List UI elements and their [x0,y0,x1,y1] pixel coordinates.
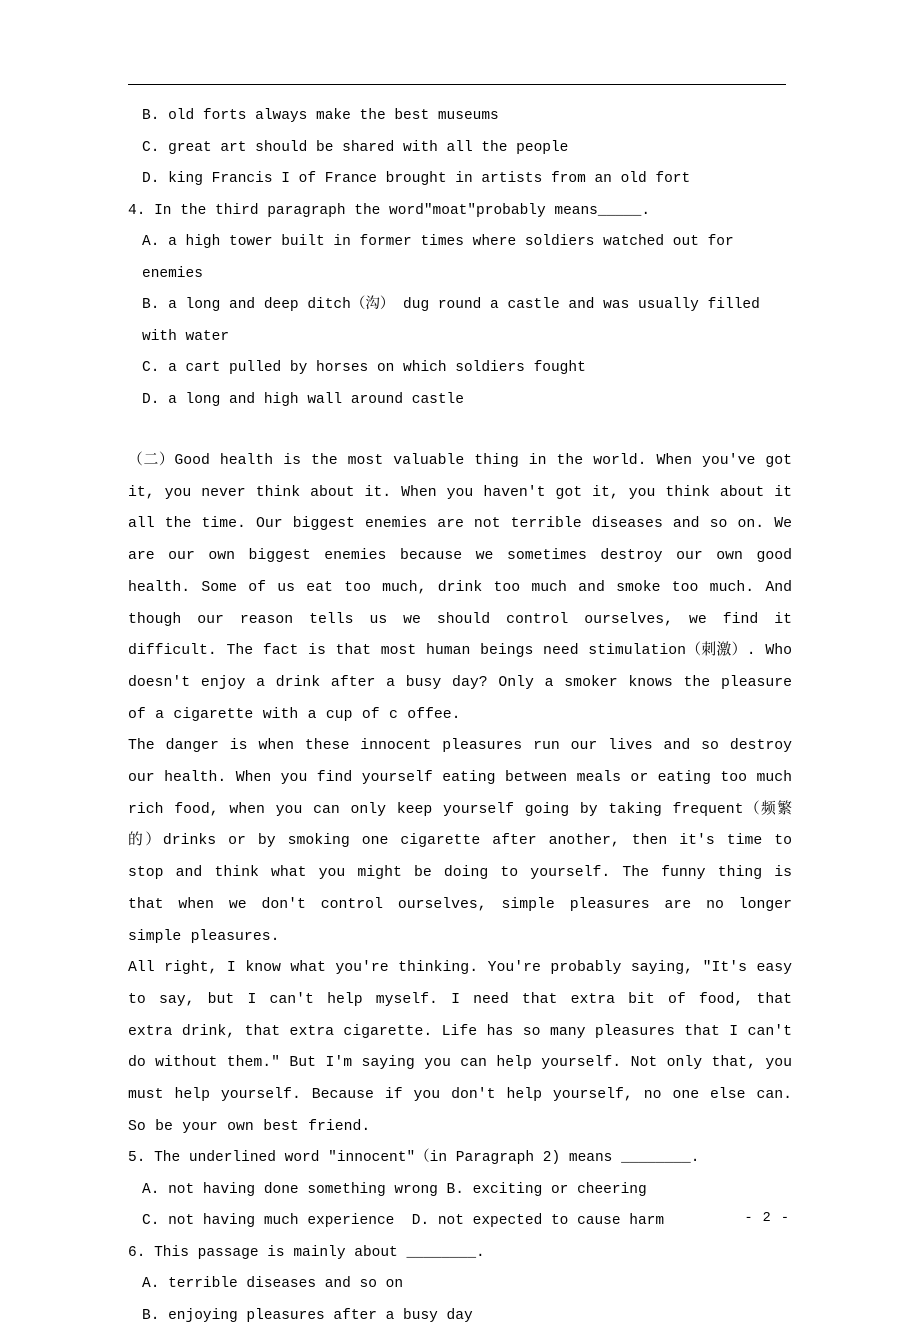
option-item: D. a long and high wall around castle [142,391,464,408]
option-item: C. great art should be shared with all the people [142,139,569,156]
question4-stem: 4. In the third paragraph the word"moat"probably means_____. [128,202,651,219]
option-item: B. a long and deep ditch（沟） dug round a castle and was usually filled with water [142,297,769,345]
passage-paragraph: The danger is when these innocent pleasures run our lives and so destroy our health. When you find yourself eating between meals or eating too much rich food, when you can only keep yourself going by taking frequent（频繁的）drinks or by smoking one cigarette after another, then it's time to stop and think what you might be doing to yourself. The funny thing is that when we don't control ourselves, simple pleasures are no longer simple pleasures. [128,738,802,945]
page-content [128,84,802,1332]
question4 [128,196,792,417]
header-rule [128,84,786,85]
question3-options [128,101,792,196]
passage-paragraph: （二）Good health is the most valuable thing in the world. When you've got it, you never think about it. When you haven't got it, you think about it all the time. Our biggest enemies are not terrible diseases and so on. We are our own biggest enemies because we sometimes destroy our own good health. Some of us eat too much, drink too much and smoke too much. And though our reason tells us we should control ourselves, we find it difficult. The fact is that most human beings need stimulation（刺激）. Who doesn't enjoy a drink after a busy day? Only a smoker knows the pleasure of a cigarette with a cup of c offee. [128,453,802,723]
question6-stem: 6. This passage is mainly about ________. [128,1244,485,1261]
option-item: B. enjoying pleasures after a busy day [142,1307,473,1324]
question5-stem: 5. The underlined word "innocent"（in Paragraph 2) means ________. [128,1150,700,1167]
passage-paragraph: All right, I know what you're thinking. You're probably saying, "It's easy to say, but I can't help myself. I need that extra bit of food, that extra drink, that extra cigarette. Life has so many pleasures that I can't do without them." But I'm saying you can help yourself. Not only that, you must help yourself. Because if you don't help yourself, no one else can. So be your own best friend. [128,960,802,1135]
option-item: C. not having much experience D. not expected to cause harm [142,1213,665,1230]
passage2 [128,446,802,1143]
section-spacer [128,416,792,446]
question5 [128,1143,792,1238]
option-item: D. king Francis I of France brought in artists from an old fort [142,171,691,187]
option-item: A. a high tower built in former times where soldiers watched out for enemies [142,234,743,282]
option-item: A. not having done something wrong B. exciting or cheering [142,1181,647,1198]
option-item: C. a cart pulled by horses on which soldiers fought [142,360,586,376]
option-item: B. old forts always make the best museums [142,108,499,124]
question6 [128,1238,792,1332]
page-number: - 2 - [744,1211,790,1226]
option-item: A. terrible diseases and so on [142,1276,404,1293]
